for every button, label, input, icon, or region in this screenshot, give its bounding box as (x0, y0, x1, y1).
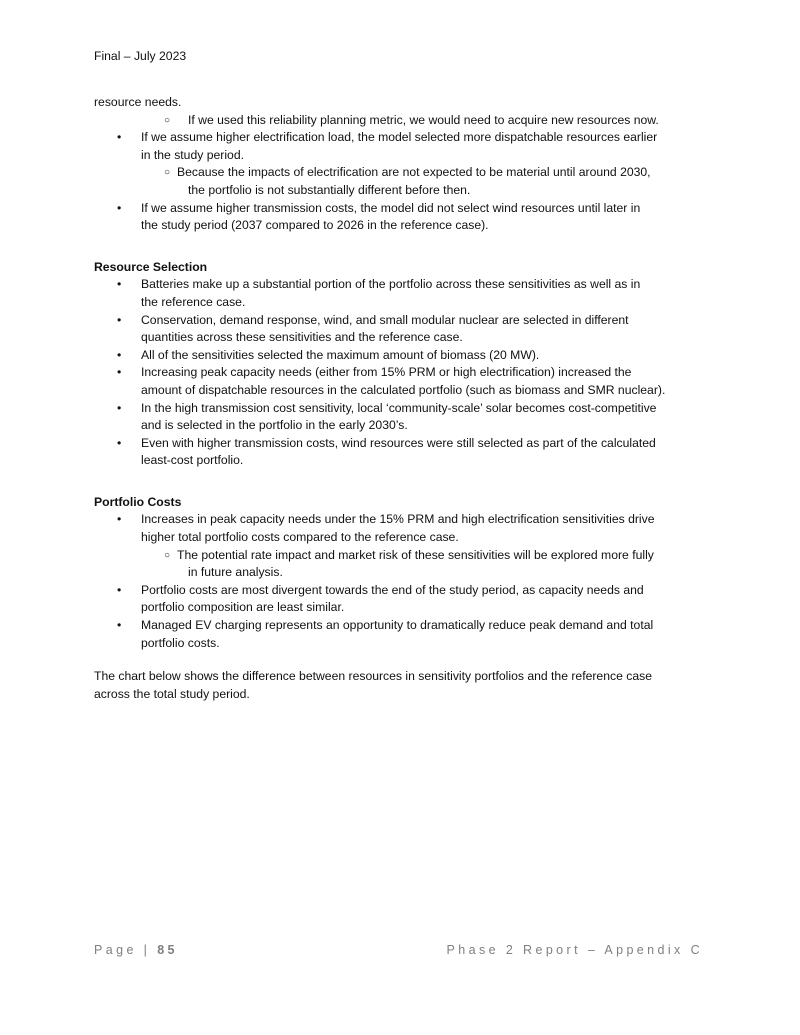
bullet-marker: • (117, 365, 122, 380)
bullet-text: Managed EV charging represents an opportunity to dramatically reduce peak demand and total (141, 618, 654, 633)
bullet-marker: • (117, 618, 122, 633)
sub-bullet-text: the portfolio is not substantially different before then. (188, 182, 471, 197)
bullet-text: Portfolio costs are most divergent towards the end of the study period, as capacity needs and (141, 582, 644, 597)
page-footer (94, 942, 703, 960)
bullet-item (94, 400, 714, 435)
bullet-text: Even with higher transmission costs, wind resources were still selected as part of the calculated (141, 435, 656, 450)
bullet-text: If we assume higher electrification load, the model selected more dispatchable resources earlier (141, 130, 658, 145)
page-number: 85 (157, 943, 178, 957)
bullet-text: If we assume higher transmission costs, the model did not select wind resources until later in (141, 200, 641, 215)
bullet-text: and is selected in the portfolio in the early 2030’s. (141, 418, 408, 433)
sub-bullet-marker: ○ (164, 549, 171, 561)
bullet-item (94, 511, 714, 546)
page-header: Final – July 2023 (94, 49, 187, 63)
bullet-text: Increasing peak capacity needs (either from 15% PRM or high electrification) increased the (141, 365, 632, 380)
bullet-text: the study period (2037 compared to 2026 in the reference case). (141, 218, 489, 233)
sub-bullet (94, 112, 714, 130)
bullet-text: amount of dispatchable resources in the calculated portfolio (such as biomass and SMR nuclear). (141, 382, 666, 397)
bullet-marker: • (117, 130, 122, 145)
closing-paragraph: The chart below shows the difference between resources in sensitivity portfolios and the reference case (94, 669, 652, 684)
sub-bullet-text: The potential rate impact and market risk of these sensitivities will be explored more fully (177, 547, 654, 562)
bullet-item (94, 617, 714, 652)
bullet-item (94, 582, 714, 617)
page-label: Page | (94, 943, 158, 957)
bullet-item (94, 347, 714, 365)
bullet-marker: • (117, 435, 122, 450)
section-heading-resource-selection: Resource Selection (94, 259, 208, 274)
bullet-item (94, 312, 714, 347)
page-number-area (94, 942, 178, 960)
bullet-text: Conservation, demand response, wind, and small modular nuclear are selected in different (141, 312, 629, 327)
bullet-marker: • (117, 347, 122, 362)
bullet-text: portfolio costs. (141, 635, 220, 650)
bullet-marker: • (117, 312, 122, 327)
bullet-item (94, 276, 714, 311)
bullet-text: Increases in peak capacity needs under the 15% PRM and high electrification sensitivities drive (141, 512, 655, 527)
bullet-text: least-cost portfolio. (141, 453, 244, 468)
bullet-text: In the high transmission cost sensitivity, local ‘community-scale’ solar becomes cost-competitive (141, 400, 657, 415)
sub-bullet (94, 547, 714, 582)
continuation-text: resource needs. (94, 95, 182, 109)
sub-bullet-text: in future analysis. (188, 565, 283, 580)
bullet-marker: • (117, 512, 122, 527)
sub-bullet-text: Because the impacts of electrification are not expected to be material until around 2030, (177, 165, 651, 180)
bullet-marker: • (117, 277, 122, 292)
bullet-item (94, 364, 714, 399)
bullet-text: All of the sensitivities selected the maximum amount of biomass (20 MW). (141, 347, 540, 362)
report-title: Phase 2 Report – Appendix C (446, 943, 703, 957)
bullet-text: quantities across these sensitivities and the reference case. (141, 330, 463, 345)
bullet-text: higher total portfolio costs compared to the reference case. (141, 530, 459, 545)
bullet-item (94, 435, 714, 470)
sub-bullet-marker: ○ (164, 167, 171, 179)
bullet-text: the reference case. (141, 294, 246, 309)
bullet-text: portfolio composition are least similar. (141, 600, 345, 615)
section-heading-portfolio-costs: Portfolio Costs (94, 494, 182, 509)
bullet-marker: • (117, 200, 122, 215)
sub-bullet (94, 164, 714, 199)
closing-paragraph: across the total study period. (94, 686, 250, 701)
bullet-marker: • (117, 582, 122, 597)
bullet-item (94, 129, 714, 164)
bullet-text: Batteries make up a substantial portion of the portfolio across these sensitivities as well as in (141, 277, 641, 292)
bullet-item (94, 200, 714, 235)
document-body (94, 94, 714, 703)
sub-bullet-text: If we used this reliability planning metric, we would need to acquire new resources now. (188, 112, 659, 127)
bullet-marker: • (117, 400, 122, 415)
sub-bullet-marker: ○ (164, 114, 171, 126)
bullet-text: in the study period. (141, 147, 244, 162)
